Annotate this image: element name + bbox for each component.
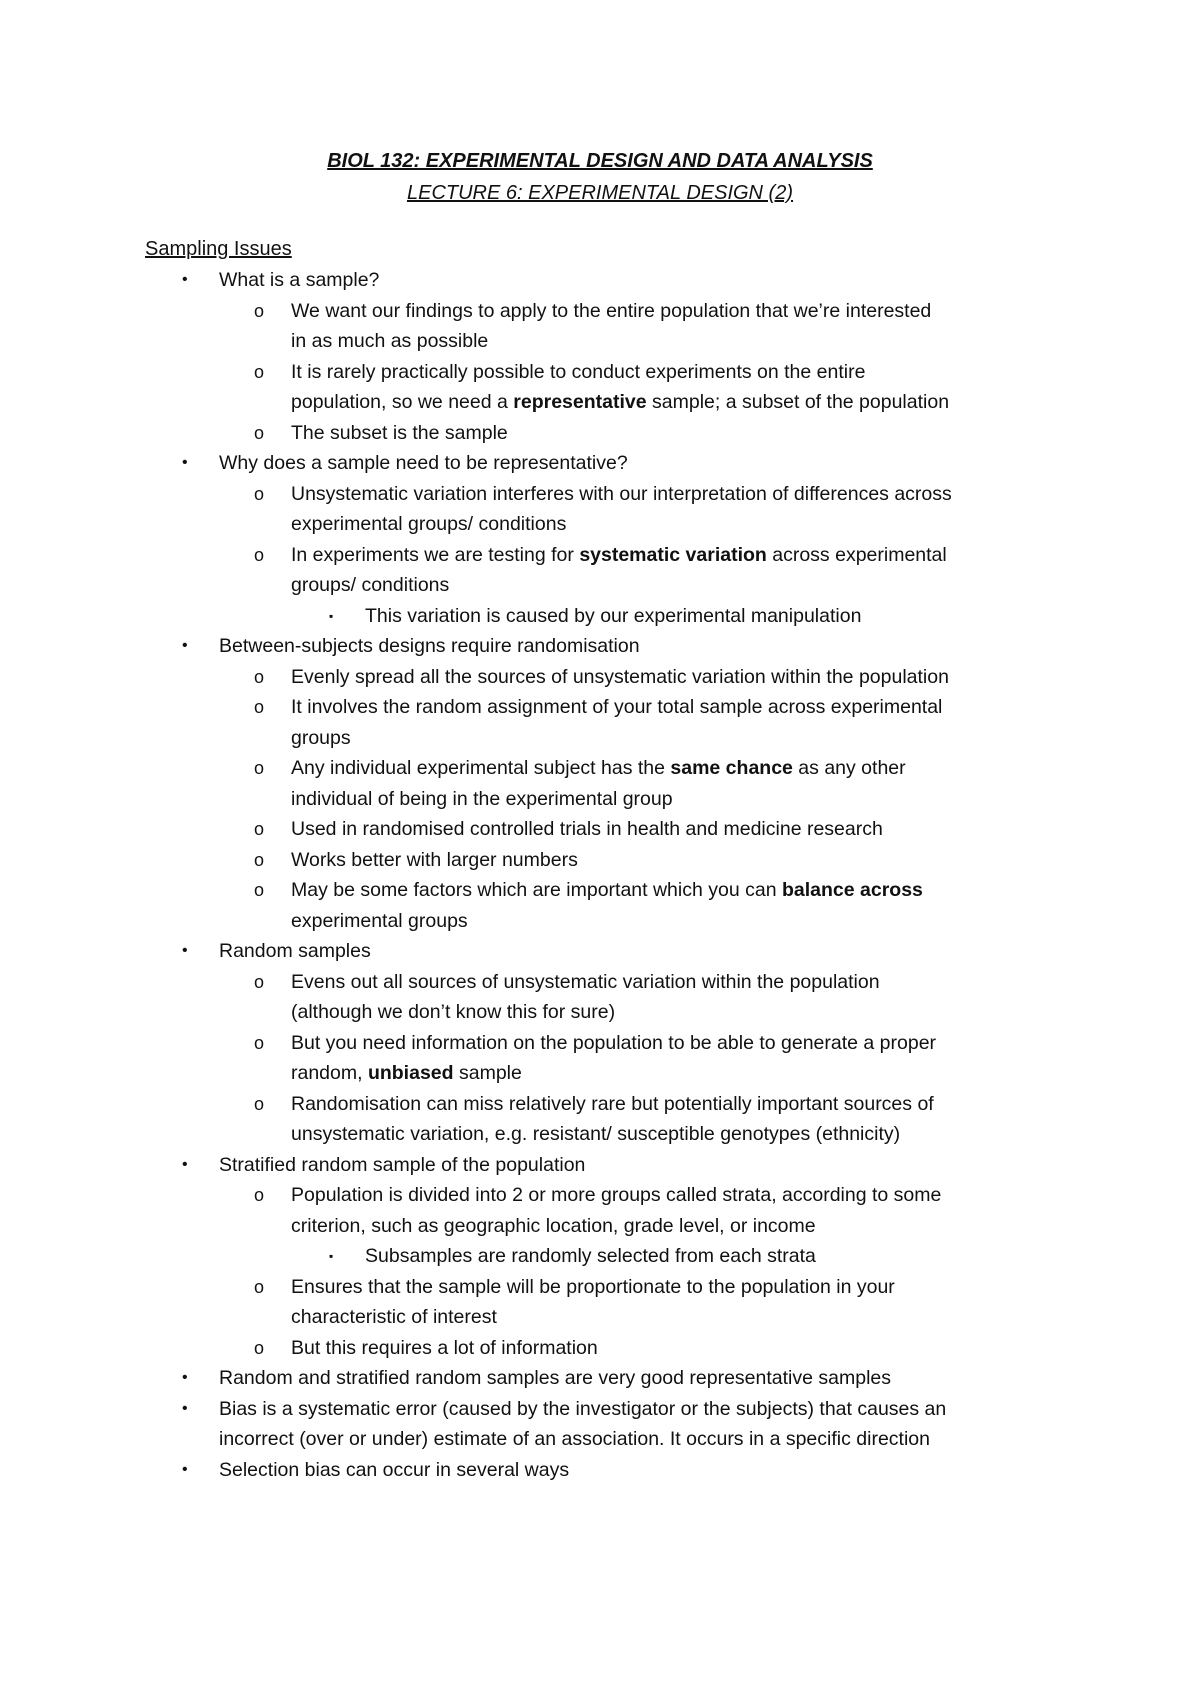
list-item-text: (although we don’t know this for sure) (291, 1001, 616, 1023)
list-item (0, 1241, 1200, 1272)
list-item (0, 479, 1200, 510)
bullet-marker: • (182, 271, 188, 288)
list-item-text (291, 753, 906, 784)
text-run: May be some factors which are important which you can (291, 879, 782, 901)
list-item-text: The subset is the sample (291, 421, 508, 444)
list-item-text: It involves the random assignment of your total sample across experimental (291, 696, 943, 718)
list-item-text: Random samples (219, 940, 371, 962)
list-item-continuation (0, 1119, 1200, 1150)
list-item (0, 845, 1200, 876)
list-item (0, 540, 1200, 571)
list-item (0, 662, 1200, 693)
list-item-text: Ensures that the sample will be proportionate to the population in your (291, 1275, 895, 1298)
list-item (0, 1089, 1200, 1120)
list-item-text: It is rarely practically possible to conduct experiments on the entire (291, 360, 866, 383)
bullet-marker: • (182, 942, 188, 959)
list-item-text (291, 540, 947, 571)
list-item-text: incorrect (over or under) estimate of an association. It occurs in a specific direction (219, 1428, 930, 1450)
list-item-continuation (0, 1211, 1200, 1242)
text-run: random, (291, 1062, 368, 1084)
list-item-text: Stratified random sample of the population (219, 1153, 586, 1176)
course-title: BIOL 132: EXPERIMENTAL DESIGN AND DATA ANALYSIS (327, 150, 873, 172)
list-item-continuation (0, 509, 1200, 540)
bullet-marker: • (182, 1460, 188, 1478)
list-item-text: We want our findings to apply to the entire population that we’re interested (291, 299, 932, 322)
list-item-continuation (0, 906, 1200, 937)
square-marker: ▪ (329, 608, 334, 623)
list-item (0, 418, 1200, 449)
list-item-text: experimental groups/ conditions (291, 513, 567, 535)
list-item (0, 1363, 1200, 1394)
list-item-text: criterion, such as geographic location, grade level, or income (291, 1214, 816, 1237)
list-item (0, 936, 1200, 967)
circle-marker: o (254, 819, 265, 839)
emphasis-systematic-variation: systematic variation (579, 543, 767, 566)
list-item (0, 448, 1200, 479)
text-run: Any individual experimental subject has the (291, 757, 671, 779)
notes-list (0, 265, 1200, 1485)
list-item-continuation (0, 387, 1200, 418)
list-item-text: groups/ conditions (291, 574, 450, 596)
circle-marker: o (254, 758, 265, 778)
circle-marker: o (254, 422, 265, 443)
list-item (0, 1150, 1200, 1181)
list-item-continuation (0, 1302, 1200, 1333)
emphasis-balance-across: balance across (781, 879, 923, 901)
bullet-marker: • (182, 637, 188, 654)
circle-marker: o (254, 666, 265, 687)
list-item-text: Random and stratified random samples are very good representative samples (219, 1367, 892, 1389)
list-item-text: But you need information on the population to be able to generate a proper (291, 1031, 937, 1054)
list-item (0, 1272, 1200, 1303)
list-item-text: unsystematic variation, e.g. resistant/ susceptible genotypes (ethnicity) (291, 1123, 901, 1145)
emphasis-unbiased: unbiased (367, 1062, 454, 1084)
list-item-continuation (0, 784, 1200, 815)
list-item-text: Subsamples are randomly selected from each strata (365, 1245, 816, 1267)
list-item-text: Randomisation can miss relatively rare but potentially important sources of (291, 1092, 934, 1115)
list-item-text: characteristic of interest (291, 1306, 497, 1328)
list-item (0, 753, 1200, 784)
list-item (0, 967, 1200, 998)
circle-marker: o (254, 880, 265, 900)
circle-marker: o (254, 544, 265, 565)
list-item-text (291, 1058, 522, 1089)
circle-marker: o (254, 971, 265, 992)
list-item (0, 1180, 1200, 1211)
list-item-text: Evens out all sources of unsystematic variation within the population (291, 970, 880, 993)
list-item-text: Used in randomised controlled trials in health and medicine research (291, 818, 883, 840)
emphasis-representative: representative (513, 391, 647, 413)
list-item (0, 814, 1200, 845)
circle-marker: o (254, 1337, 265, 1358)
list-item-continuation (0, 1424, 1200, 1455)
bullet-marker: • (182, 454, 188, 471)
list-item (0, 1455, 1200, 1486)
list-item-text: Unsystematic variation interferes with our interpretation of differences across (291, 482, 952, 505)
list-item (0, 631, 1200, 662)
list-item-continuation (0, 997, 1200, 1028)
list-item-text: individual of being in the experimental group (291, 787, 673, 810)
square-marker: ▪ (329, 1249, 334, 1263)
circle-marker: o (254, 361, 265, 382)
circle-marker: o (254, 697, 265, 717)
list-item-text: Works better with larger numbers (291, 848, 578, 871)
section-heading: Sampling Issues (145, 238, 292, 260)
list-item-continuation (0, 326, 1200, 357)
list-item (0, 601, 1200, 632)
text-run: population, so we need a (291, 391, 514, 413)
text-run: sample; a subset of the population (646, 391, 950, 413)
list-item (0, 692, 1200, 723)
circle-marker: o (254, 1032, 265, 1053)
text-run: sample (453, 1062, 522, 1084)
lecture-title: LECTURE 6: EXPERIMENTAL DESIGN (2) (406, 182, 793, 204)
text-run: In experiments we are testing for (291, 543, 580, 566)
list-item (0, 265, 1200, 296)
circle-marker: o (254, 483, 265, 504)
list-item-text: But this requires a lot of information (291, 1336, 598, 1359)
list-item-text: This variation is caused by our experimental manipulation (365, 604, 862, 627)
list-item (0, 296, 1200, 327)
circle-marker: o (254, 1093, 265, 1114)
list-item-text: in as much as possible (291, 330, 489, 352)
list-item (0, 1394, 1200, 1425)
text-run: as any other (792, 757, 906, 779)
list-item-text: Evenly spread all the sources of unsystematic variation within the population (291, 665, 949, 688)
bullet-marker: • (182, 1399, 188, 1417)
list-item-text: What is a sample? (219, 269, 380, 291)
list-item-text (291, 387, 949, 418)
circle-marker: o (254, 1185, 265, 1205)
list-item-continuation (0, 723, 1200, 754)
list-item (0, 1333, 1200, 1364)
emphasis-same-chance: same chance (670, 757, 793, 779)
list-item (0, 1028, 1200, 1059)
list-item-continuation (0, 570, 1200, 601)
bullet-marker: • (182, 1369, 188, 1386)
circle-marker: o (254, 1276, 265, 1297)
list-item-text: Why does a sample need to be representative? (219, 452, 628, 474)
list-item-text: Bias is a systematic error (caused by the investigator or the subjects) that causes an (219, 1397, 947, 1420)
text-run: across experimental (766, 543, 947, 566)
list-item-text: Population is divided into 2 or more groups called strata, according to some (291, 1184, 942, 1206)
list-item-text: Selection bias can occur in several ways (219, 1458, 570, 1481)
bullet-marker: • (182, 1155, 188, 1173)
list-item-text: Between-subjects designs require randomisation (219, 635, 640, 657)
list-item (0, 357, 1200, 388)
circle-marker: o (254, 300, 265, 321)
list-item-continuation (0, 1058, 1200, 1089)
circle-marker: o (254, 849, 265, 870)
list-item-text: experimental groups (291, 909, 468, 932)
list-item-text (291, 875, 923, 906)
list-item-text: groups (291, 726, 351, 749)
list-item (0, 875, 1200, 906)
